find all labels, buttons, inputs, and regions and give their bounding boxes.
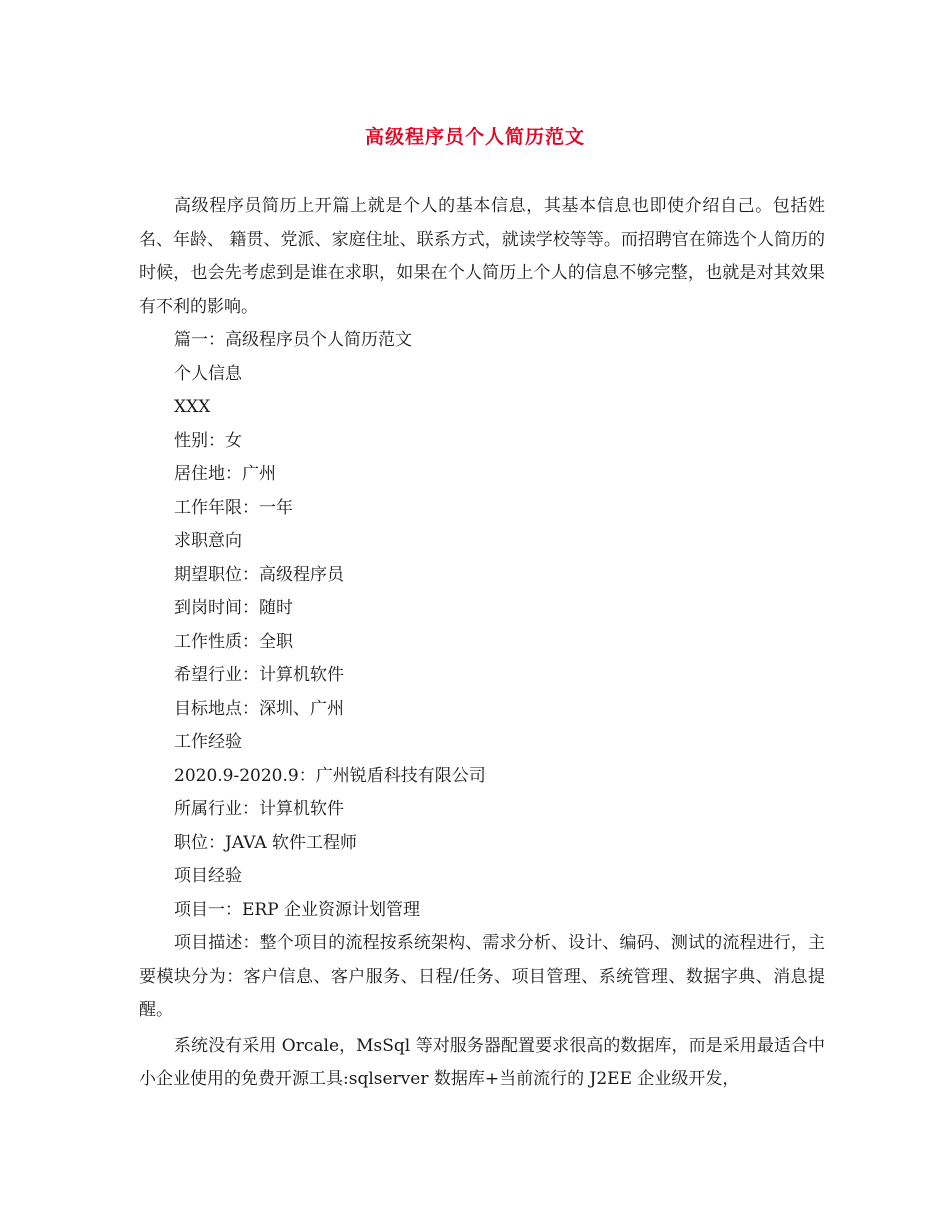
system-description-paragraph: 系统没有采用 Orcale，MsSql 等对服务器配置要求很高的数据库，而是采用最适合中小企业使用的免费开源工具:sqlserver 数据库+当前流行的 J2EE 企业级开发， [139, 1035, 825, 1089]
field-work-years: 工作年限：一年 [174, 497, 293, 518]
section-project-experience: 项目经验 [174, 866, 242, 886]
field-target-location: 目标地点：深圳、广州 [174, 698, 344, 719]
field-job-type: 工作性质：全职 [174, 631, 293, 652]
field-project-one: 项目一：ERP 企业资源计划管理 [174, 899, 421, 920]
field-expected-position: 期望职位：高级程序员 [174, 564, 344, 585]
field-desired-industry: 希望行业：计算机软件 [174, 665, 344, 685]
intro-paragraph: 高级程序员简历上开篇上就是个人的基本信息，其基本信息也即使介绍自己。包括姓名、年龄、 籍贯、党派、家庭住址、联系方式，就读学校等等。而招聘官在筛选个人简历的时候，也会先考虑到是谁在求职，如果在个人简历上个人的信息不够完整，也就是对其效果有不利的影响。 [139, 196, 825, 317]
section-heading-article-one: 篇一：高级程序员个人简历范文 [174, 330, 412, 350]
field-start-time: 到岗时间：随时 [174, 598, 293, 618]
field-name: XXX [174, 397, 211, 417]
field-industry: 所属行业：计算机软件 [174, 799, 344, 819]
document-body [139, 190, 825, 1097]
resume-lines [139, 324, 825, 927]
field-residence: 居住地：广州 [174, 464, 276, 484]
section-work-experience: 工作经验 [174, 732, 242, 752]
project-description-paragraph: 项目描述：整个项目的流程按系统架构、需求分析、设计、编码、测试的流程进行，主要模块分为：客户信息、客户服务、日程/任务、项目管理、系统管理、数据字典、消息提醒。 [139, 933, 825, 1020]
field-employment-period: 2020.9-2020.9：广州锐盾科技有限公司 [174, 765, 486, 786]
section-job-intention: 求职意向 [174, 531, 242, 551]
field-job-title: 职位：JAVA 软件工程师 [174, 832, 358, 853]
section-personal-info: 个人信息 [174, 363, 242, 384]
field-gender: 性别：女 [174, 430, 242, 451]
document-title: 高级程序员个人简历范文 [364, 126, 585, 148]
